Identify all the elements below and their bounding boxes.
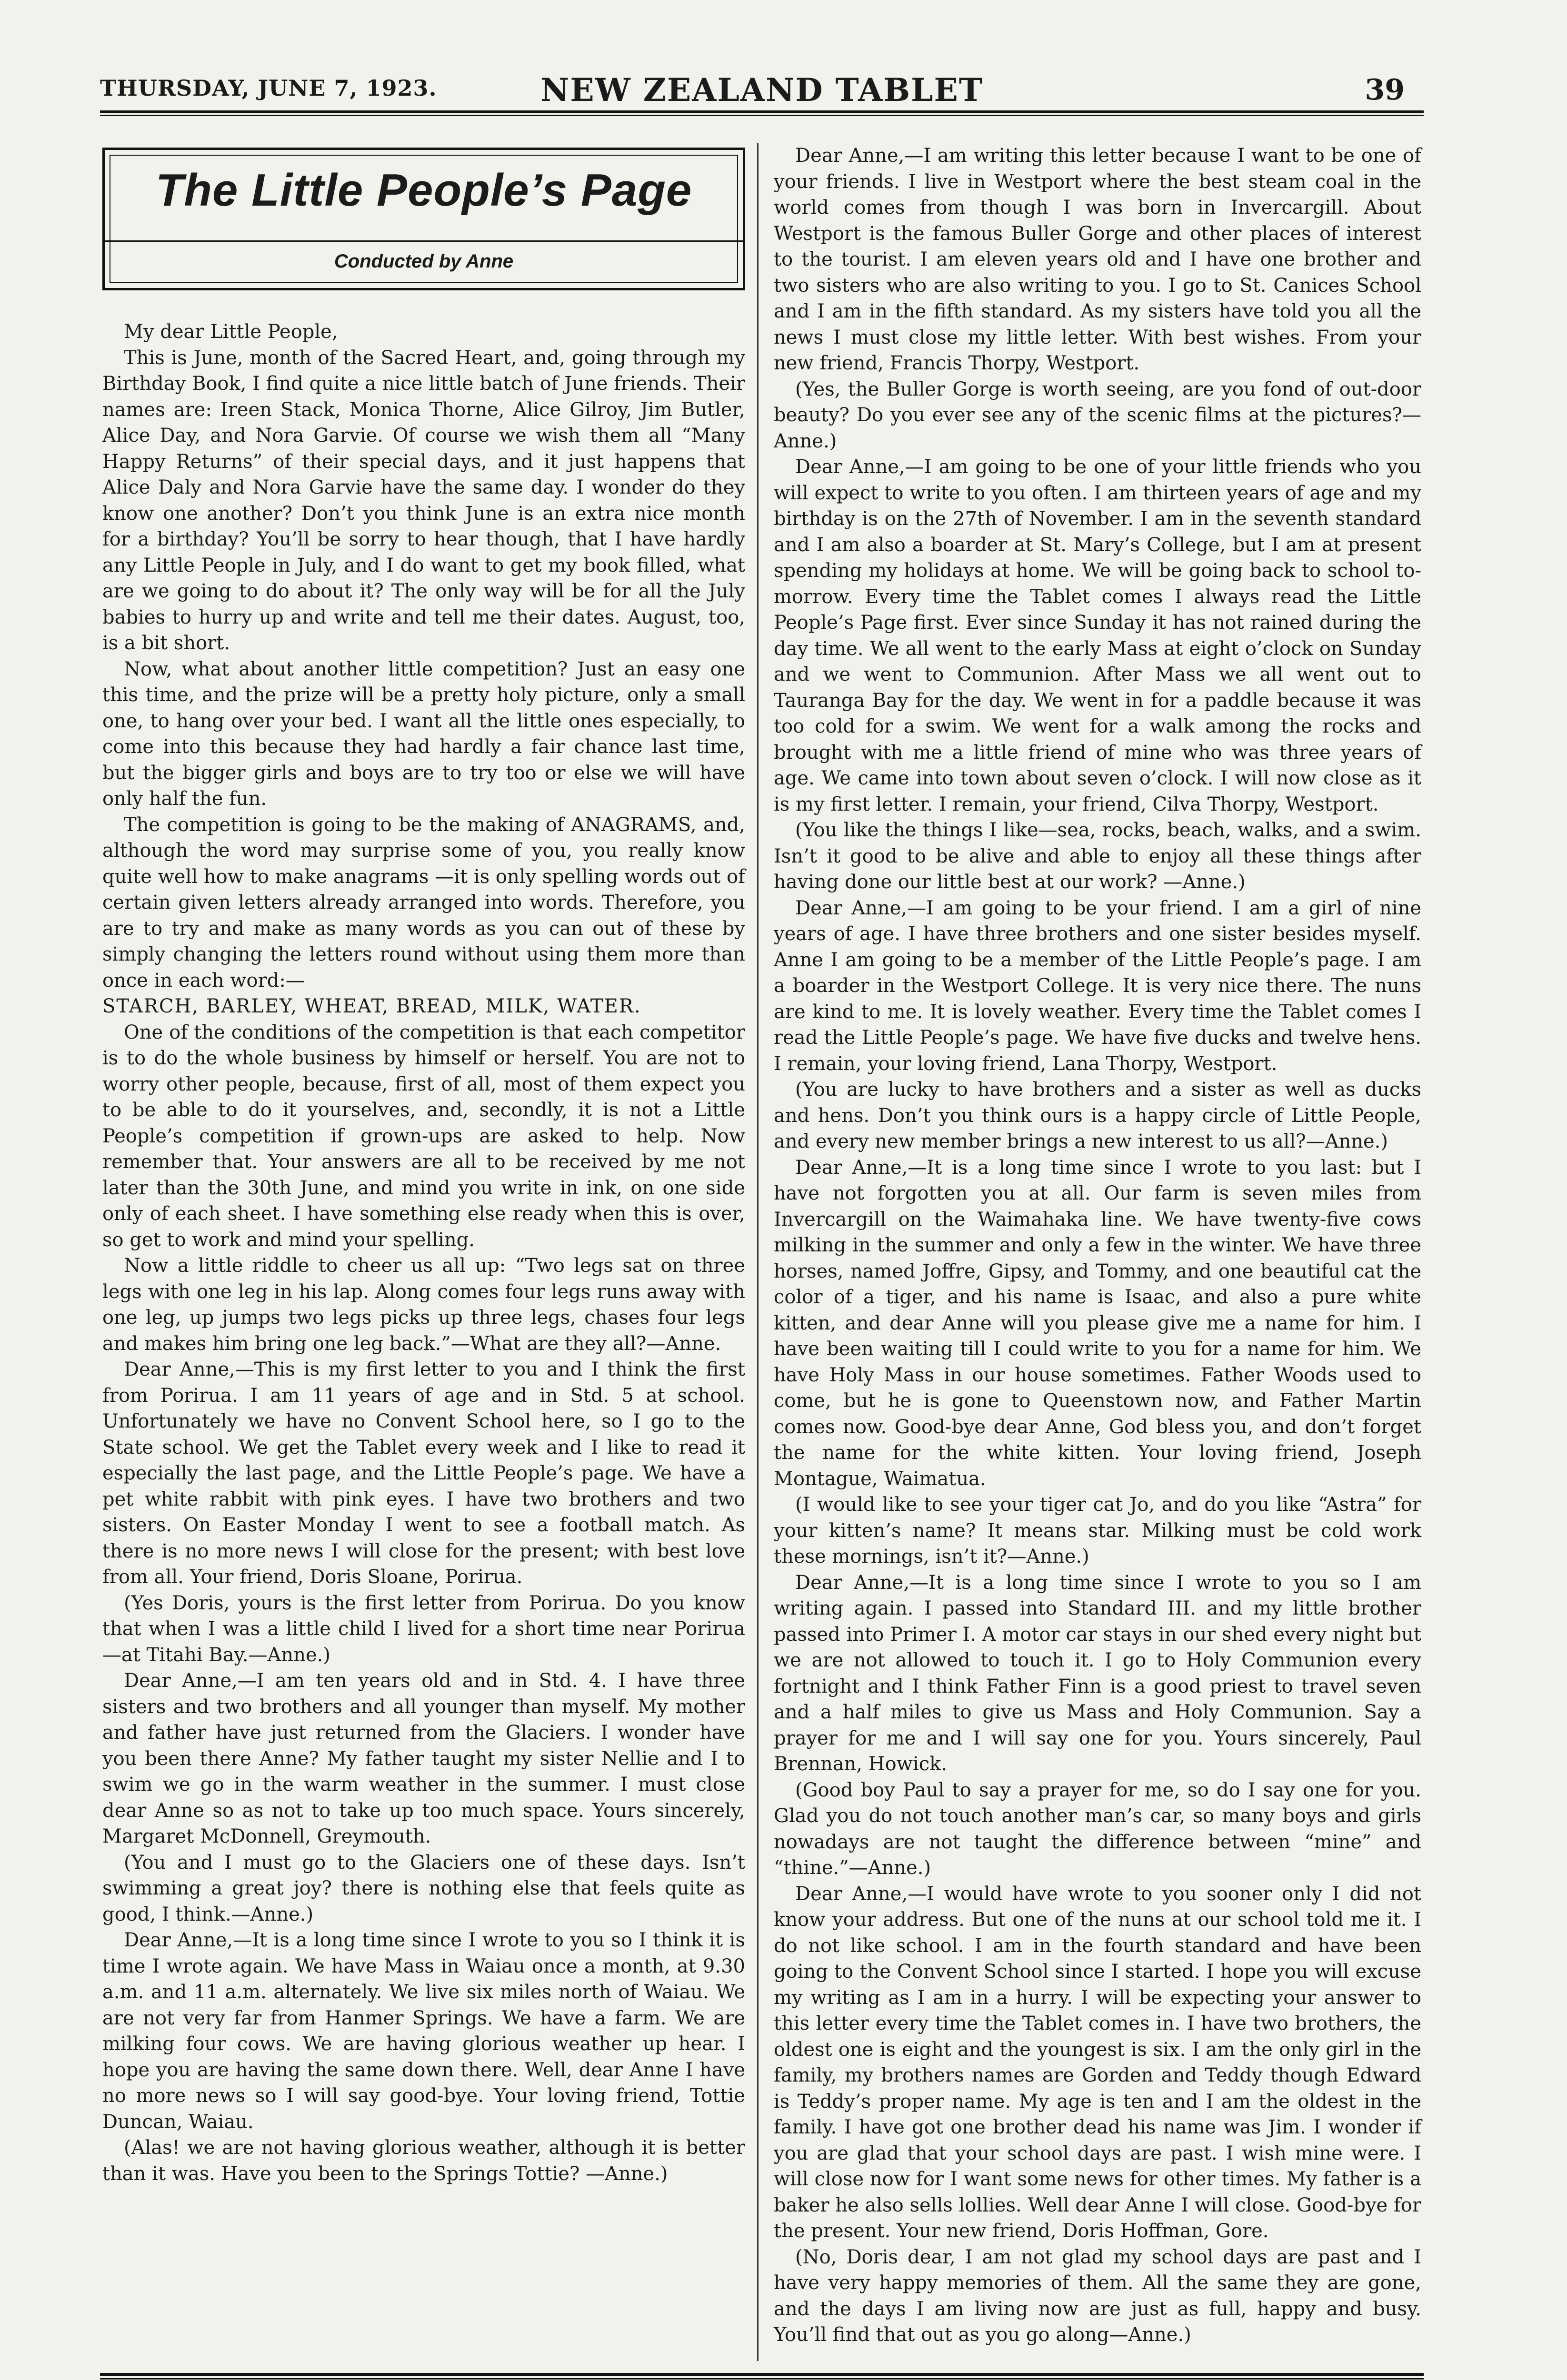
header-rule: [100, 110, 1424, 116]
page-header: [100, 71, 1424, 109]
publication-title: NEW ZEALAND TABLET: [540, 71, 983, 109]
right-column-text: [774, 143, 1421, 2348]
left-column-text: [102, 319, 745, 2187]
editor-reply: (Good boy Paul to say a prayer for me, so do I say one for you. Glad you do not touch another man’s car, so many boys and girls nowadays are not taught the difference between “mine” and “thine.”—Anne.): [774, 1779, 1421, 1879]
paragraph: This is June, month of the Sacred Heart, and, going through my Birthday Book, I find quite a nice little batch of June friends. Their names are: Ireen Stack, Monica Thorne, Alice Gilroy, Jim Butler, Alice Day, and Nora Garvie. Of course we wish them all “Many Happy Returns” of their special days, and it just happens that Alice Daly and Nora Garvie have the same day. I wonder do they know one another? Don’t you think June is an extra nice month for a birthday? You’ll be sorry to hear though, that I have hardly any Little People in July, and I do want to get my book filled, what are we going to do about it? The only way will be for all the July babies to hurry up and write and tell me their dates. August, too, is a bit short.: [102, 347, 745, 654]
paragraph: Now, what about another little competition? Just an easy one this time, and the prize will be a pretty holy picture, only a small one, to hang over your bed. I want all the little ones especially, to come into this because they had hardly a fair chance last time, but the bigger girls and boys are to try too or else we will have only half the fun.: [102, 658, 745, 810]
paragraph: Dear Anne,—It is a long time since I wrote to you so I think it is time I wrote again. We have Mass in Waiau once a month, at 9.30 a.m. and 11 a.m. alternately. We live six miles north of Waiau. We are not very far from Hanmer Springs. We have a farm. We are milking four cows. We are having glorious weather up hear. I hope you are having the same down there. Well, dear Anne I have no more news so I will say good-bye. Your loving friend, Tottie Duncan, Waiau.: [102, 1929, 745, 2133]
page-number: 39: [1365, 73, 1405, 107]
footer-rule: [100, 2373, 1424, 2380]
paragraph: Dear Anne,—It is a long time since I wrote to you last: but I have not forgotten you at all. Our farm is seven miles from Invercargill on the Waimahaka line. We have twenty-five cows milking in the summer and only a few in the winter. We have three horses, named Joffre, Gipsy, and Tommy, and one beautiful cat the color of a tiger, and his name is Isaac, and also a pure white kitten, and dear Anne will you please give me a name for him. I have been waiting till I could write to you for a name for him. We have Holy Mass in our house sometimes. Father Woods used to come, but he is gone to Queenstown now, and Father Martin comes now. Good-bye dear Anne, God bless you, and don’t forget the name for the white kitten. Your loving friend, Joseph Montague, Waimatua.: [774, 1156, 1421, 1490]
editor-reply: (Alas! we are not having glorious weather, although it is better than it was. Have you been to the Springs Tottie? —Anne.): [102, 2137, 745, 2185]
paragraph: My dear Little People,: [124, 321, 338, 343]
left-column: [102, 148, 745, 2351]
section-title-box: [102, 148, 745, 290]
paragraph: Dear Anne,—I would have wrote to you sooner only I did not know your address. But one of the nuns at our school told me it. I do not like school. I am in the fourth standard and have been going to the Convent School since I started. I hope you will excuse my writing as I am in a hurry. I will be expecting your answer to this letter every time the Tablet comes in. I have two brothers, the oldest one is eight and the youngest is six. I am the only girl in the family, my brothers names are Gorden and Teddy though Edward is Teddy’s proper name. My age is ten and I am the oldest in the family. I have got one brother dead his name was Jim. I wonder if you are glad that your school days are past. I wish mine were. I will close now for I want some news for other times. My father is a baker he also sells lollies. Well dear Anne I will close. Good-bye for the present. Your new friend, Doris Hoffman, Gore.: [774, 1883, 1421, 2242]
editor-reply: (No, Doris dear, I am not glad my school days are past and I have very happy memories of them. All the same they are gone, and the days I am living now are just as full, happy and busy. You’ll find that out as you go along—Anne.): [774, 2246, 1421, 2346]
paragraph: STARCH, BARLEY, WHEAT, BREAD, MILK, WATER.: [102, 995, 641, 1017]
paragraph: Dear Anne,—I am ten years old and in Std. 4. I have three sisters and two brothers and all younger than myself. My mother and father have just returned from the Glaciers. I wonder have you been there Anne? My father taught my sister Nellie and I to swim we go in the warm weather in the summer. I must close dear Anne so as not to take up too much space. Yours sincerely, Margaret McDonnell, Greymouth.: [102, 1670, 745, 1847]
section-subtitle: Conducted by Anne: [334, 251, 514, 272]
right-column: [774, 143, 1421, 2361]
editor-reply: (You like the things I like—sea, rocks, beach, walks, and a swim. Isn’t it good to be alive and able to enjoy all these things after having done our little best at our work? —Anne.): [774, 819, 1421, 893]
paragraph: Dear Anne,—This is my first letter to you and I think the first from Porirua. I am 11 years of age and in Std. 5 at school. Unfortunately we have no Convent School here, so I go to the State school. We get the Tablet every week and I like to read it especially the last page, and the Little People’s page. We have a pet white rabbit with pink eyes. I have two brothers and two sisters. On Easter Monday I went to see a football match. As there is no more news I will close for the present; with best love from all. Your friend, Doris Sloane, Porirua.: [102, 1359, 745, 1588]
editor-reply: (You are lucky to have brothers and a sister as well as ducks and hens. Don’t you think ours is a happy circle of Little People, and every new member brings a new interest to us all?—Anne.): [774, 1079, 1421, 1152]
paragraph: One of the conditions of the competition is that each competitor is to do the whole business by himself or herself. You are not to worry other people, because, first of all, most of them expect you to be able to do it yourselves, and, secondly, it is not a Little People’s competition if grown-ups are asked to help. Now remember that. Your answers are all to be received by me not later than the 30th June, and mind you write in ink, on one side only of each sheet. I have something else ready when this is over, so get to work and mind your spelling.: [102, 1021, 745, 1251]
column-divider: [757, 143, 759, 2361]
editor-reply: (You and I must go to the Glaciers one of these days. Isn’t swimming a great joy? there is nothing else that feels quite as good, I think.—Anne.): [102, 1851, 745, 1925]
paragraph: Dear Anne,—I am going to be your friend. I am a girl of nine years of age. I have three brothers and one sister besides myself. Anne I am going to be a member of the Little People’s page. I am a boarder in the Westport College. It is very nice there. The nuns are kind to me. It is lovely weather. Every time the Tablet comes I read the Little People’s page. We have five ducks and twelve hens. I remain, your loving friend, Lana Thorpy, Westport.: [774, 897, 1421, 1075]
section-title: The Little People’s Page: [155, 165, 692, 216]
issue-date: THURSDAY, JUNE 7, 1923.: [100, 75, 437, 101]
paragraph: Dear Anne,—I am writing this letter because I want to be one of your friends. I live in Westport where the best steam coal in the world comes from though I was born in Invercargill. About Westport is the famous Buller Gorge and other places of interest to the tourist. I am eleven years old and I have one brother and two sisters who are also writing to you. I go to St. Canices School and I am in the fifth standard. As my sisters have told you all the news I must close my little letter. With best wishes. From your new friend, Francis Thorpy, Westport.: [774, 145, 1421, 374]
paragraph: The competition is going to be the making of ANAGRAMS, and, although the word may surprise some of you, you really know quite well how to make anagrams —it is only spelling words out of certain given letters already arranged into words. Therefore, you are to try and make as many words as you can out of these by simply changing the letters round without using them more than once in each word:—: [102, 813, 745, 992]
paragraph: Dear Anne,—I am going to be one of your little friends who you will expect to write to you often. I am thirteen years of age and my birthday is on the 27th of November. I am in the seventh standard and I am also a boarder at St. Mary’s College, but I am at present spending my holidays at home. We will be going back to school to-morrow. Every time the Tablet comes I always read the Little People’s Page first. Ever since Sunday it has not rained during the day time. We all went to the early Mass at eight o’clock on Sunday and we went to Communion. After Mass we all went out to Tauranga Bay for the day. We went in for a paddle because it was too cold for a swim. We went for a walk among the rocks and brought with me a little friend of mine who was three years of age. We came into town about seven o’clock. I will now close as it is my first letter. I remain, your friend, Cilva Thorpy, Westport.: [774, 456, 1421, 815]
editor-reply: (I would like to see your tiger cat Jo, and do you like “Astra” for your kitten’s name? It means star. Milking must be cold work these mornings, isn’t it?—Anne.): [774, 1494, 1421, 1567]
title-box-separator: [105, 240, 743, 242]
paragraph: Now a little riddle to cheer us all up: “Two legs sat on three legs with one leg in his lap. Along comes four legs runs away with one leg, up jumps two legs picks up three legs, chases four legs and makes him bring one leg back.”—What are they all?—Anne.: [102, 1255, 745, 1355]
editor-reply: (Yes, the Buller Gorge is worth seeing, are you fond of out-door beauty? Do you ever see any of the scenic films at the pictures?—Anne.): [774, 378, 1421, 452]
editor-reply: (Yes Doris, yours is the first letter from Porirua. Do you know that when I was a little child I lived for a short time near Porirua—at Titahi Bay.—Anne.): [102, 1592, 745, 1666]
paragraph: Dear Anne,—It is a long time since I wrote to you so I am writing again. I passed into Standard III. and my little brother passed into Primer I. A motor car stays in our shed every night but we are not allowed to touch it. I go to Holy Communion every fortnight and I think Father Finn is a good priest to travel seven and a half miles to give us Mass and Holy Communion. Say a prayer for me and I will say one for you. Yours sincerely, Paul Brennan, Howick.: [774, 1571, 1421, 1775]
